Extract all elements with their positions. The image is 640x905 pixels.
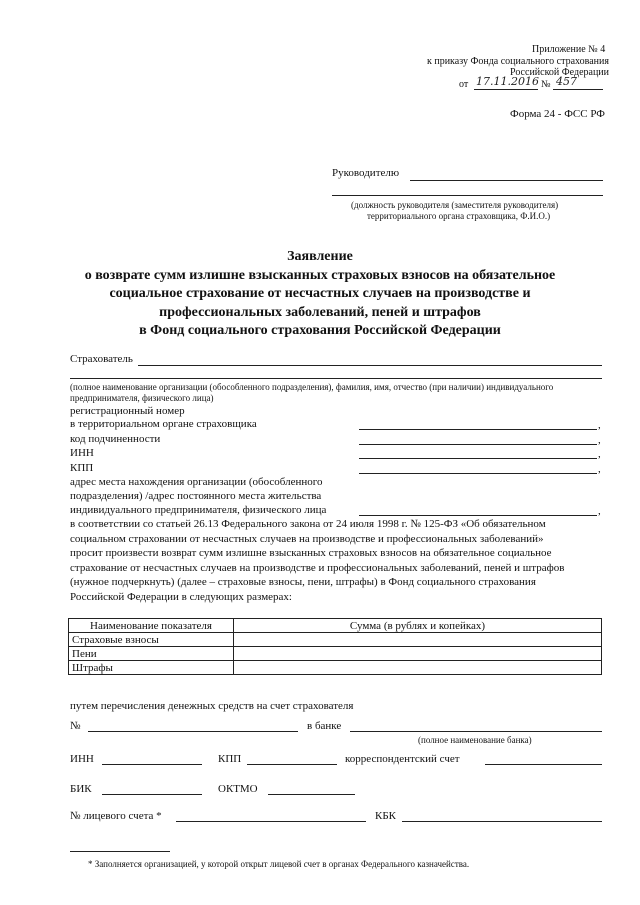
row-label-fines: Штрафы <box>69 661 234 675</box>
footnote-divider <box>70 851 170 852</box>
number-underline <box>553 89 603 90</box>
account-number-field[interactable] <box>88 731 298 732</box>
subordination-code-label: код подчиненности <box>70 433 161 445</box>
inn-label: ИНН <box>70 447 94 459</box>
amounts-table <box>68 618 602 675</box>
in-bank-label: в банке <box>307 720 342 732</box>
addressee-label: Руководителю <box>332 167 400 179</box>
bank-kpp-field[interactable] <box>247 764 337 765</box>
bik-field[interactable] <box>102 794 202 795</box>
addressee-caption: (должность руководителя (заместителя руководителя) <box>351 200 559 210</box>
corr-account-label: корреспондентский счет <box>345 753 460 765</box>
row-label-insurance-contributions: Страховые взносы <box>69 633 234 647</box>
addressee-field-line2[interactable] <box>332 195 603 196</box>
comma: , <box>598 419 601 431</box>
order-number-handwritten: 457 <box>556 75 577 88</box>
addressee-field[interactable] <box>410 180 603 181</box>
address-label-line3: индивидуального предпринимателя, физического лица <box>70 504 327 516</box>
document-title: Заявление о возврате сумм излишне взысканных страховых взносов на обязательное социальное страхование от несчастных случаев на производстве и профессиональных заболеваний, пеней и штрафов в Фонд социального страхования Российской Федерации <box>84 249 556 338</box>
bank-inn-field[interactable] <box>102 764 202 765</box>
reg-number-field[interactable] <box>359 429 597 430</box>
footnote: * Заполняется организацией, у которой открыт лицевой счет в органах Федерального казначейства. <box>88 859 470 869</box>
comma: , <box>598 434 601 446</box>
comma: , <box>598 463 601 475</box>
amount-cell-insurance-contributions[interactable] <box>234 633 602 647</box>
account-number-label: № <box>70 720 81 732</box>
insurer-name-field[interactable] <box>138 365 602 366</box>
bank-caption: (полное наименование банка) <box>418 735 532 745</box>
comma: , <box>598 505 601 517</box>
kbk-label: КБК <box>375 810 396 822</box>
kbk-field[interactable] <box>402 821 602 822</box>
bank-name-field[interactable] <box>350 731 602 732</box>
oktmo-field[interactable] <box>268 794 355 795</box>
bank-kpp-label: КПП <box>218 753 242 765</box>
date-underline <box>474 89 538 90</box>
column-header-amount: Сумма (в рублях и копейках) <box>234 619 602 633</box>
table-row <box>69 661 602 675</box>
table-row <box>69 633 602 647</box>
number-prefix: № <box>541 79 551 90</box>
kpp-label: КПП <box>70 462 94 474</box>
form-code: Форма 24 - ФСС РФ <box>510 108 605 120</box>
insurer-caption: (полное наименование организации (обособленного подразделения), фамилия, имя, отчество (при наличии) индивидуального предпринимателя, физического лица) <box>70 382 554 403</box>
corr-account-field[interactable] <box>485 764 602 765</box>
column-header-indicator: Наименование показателя <box>69 619 234 633</box>
kpp-field[interactable] <box>359 473 597 474</box>
request-paragraph: в соответствии со статьей 26.13 Федерального закона от 24 июля 1998 г. № 125-ФЗ «Об обязательном социальном страховании от несчастных случаев на производстве и профессиональных заболеваний» просит произвести возврат сумм излишне взысканных страховых взносов на обязательное социальное страхование от несчастных случаев на производстве и профессиональных заболеваний, пеней и штрафов (нужное подчеркнуть) (далее – страховые взносы, пени, штрафы) в Фонд социального страхования Российской Федерации в следующих размерах: <box>70 518 565 603</box>
inn-field[interactable] <box>359 458 597 459</box>
amount-cell-penalties[interactable] <box>234 647 602 661</box>
reg-number-label: регистрационный номер <box>70 405 185 417</box>
insurer-name-field-line2[interactable] <box>70 378 602 379</box>
addressee-caption-line2: территориального органа страховщика, Ф.И.О.) <box>367 211 551 221</box>
table-row <box>69 647 602 661</box>
address-label-line2: подразделения) /адрес постоянного места жительства <box>70 490 322 502</box>
bik-label: БИК <box>70 783 92 795</box>
insurer-label: Страхователь <box>70 353 133 365</box>
table-header-row <box>69 619 602 633</box>
subordination-code-field[interactable] <box>359 444 597 445</box>
personal-account-field[interactable] <box>176 821 366 822</box>
amount-cell-fines[interactable] <box>234 661 602 675</box>
order-reference-line2: Российской Федерации <box>510 67 610 78</box>
address-field[interactable] <box>359 515 597 516</box>
order-date-handwritten: 17.11.2016 <box>476 75 539 88</box>
personal-account-label: № лицевого счета * <box>70 810 162 822</box>
oktmo-label: ОКТМО <box>218 783 258 795</box>
bank-inn-label: ИНН <box>70 753 94 765</box>
order-reference: к приказу Фонда социального страхования <box>427 56 609 67</box>
reg-number-label-line2: в территориальном органе страховщика <box>70 418 257 430</box>
transfer-text: путем перечисления денежных средств на счет страхователя <box>70 700 354 712</box>
comma: , <box>598 448 601 460</box>
appendix-number: Приложение № 4 <box>532 44 606 55</box>
address-label: адрес места нахождения организации (обособленного <box>70 476 323 488</box>
row-label-penalties: Пени <box>69 647 234 661</box>
date-prefix: от <box>459 79 469 90</box>
